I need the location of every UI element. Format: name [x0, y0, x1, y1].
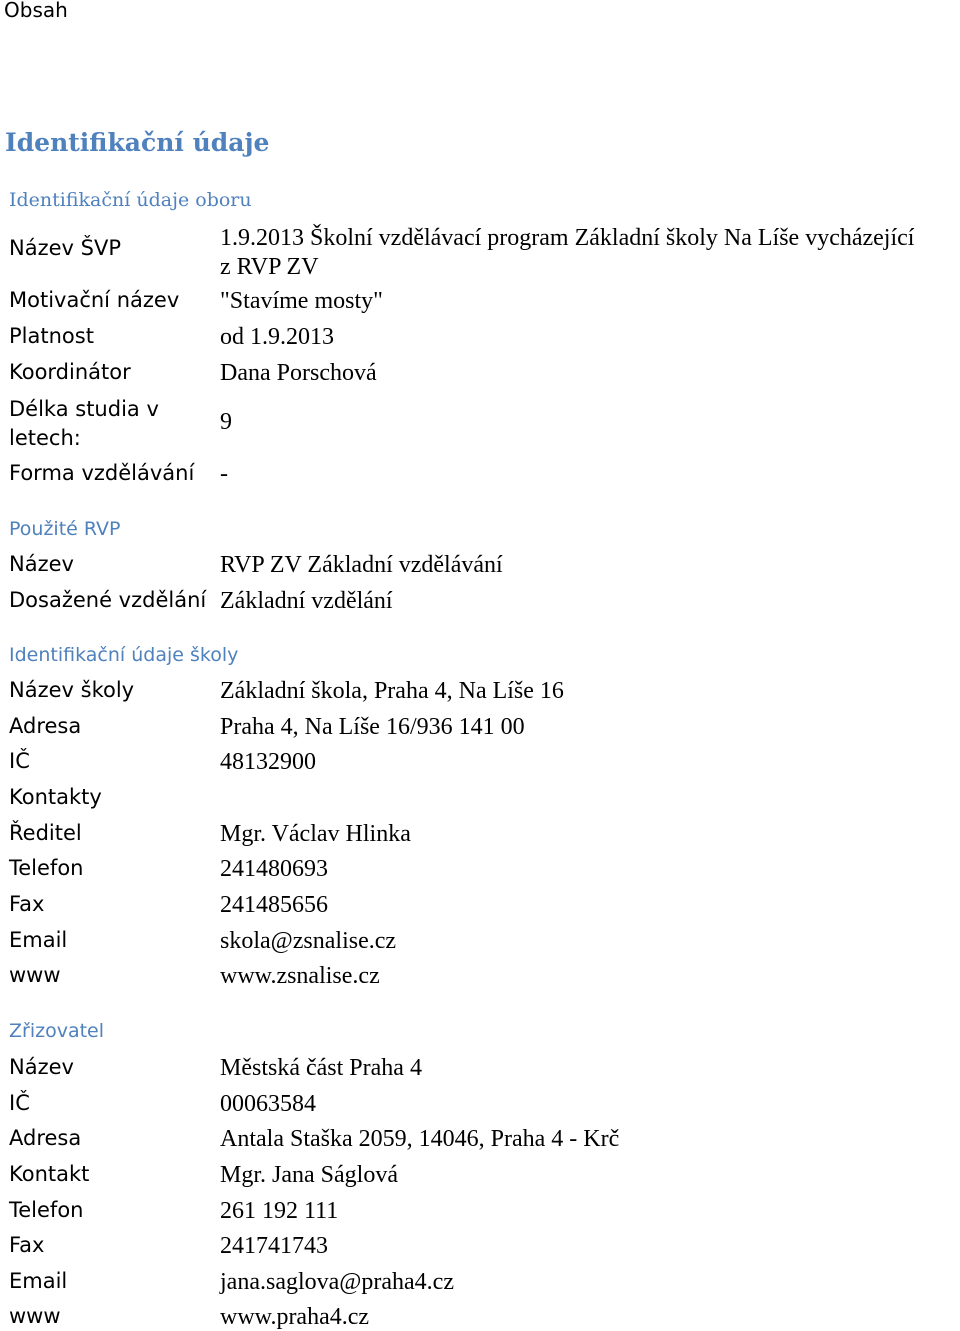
row-label: Kontakt	[9, 1162, 90, 1186]
row-label: Koordinátor	[9, 360, 131, 384]
row-value: Dana Porschová	[220, 360, 377, 386]
row-fax	[0, 892, 960, 928]
row-label: www	[9, 963, 61, 987]
row-zriz-email	[0, 1269, 960, 1305]
row-label: Název školy	[9, 678, 135, 702]
section-title-skoly: Identifikační údaje školy	[9, 644, 239, 666]
row-value: Mgr. Václav Hlinka	[220, 821, 411, 847]
row-adresa	[0, 714, 960, 750]
row-zriz-telefon	[0, 1198, 960, 1234]
row-platnost	[0, 324, 960, 360]
value-line-2: z RVP ZV	[220, 254, 319, 280]
label-line-2: letech:	[9, 426, 81, 450]
row-label: Adresa	[9, 1126, 82, 1150]
row-label: Telefon	[9, 1198, 84, 1222]
row-reditel	[0, 821, 960, 857]
row-telefon	[0, 856, 960, 892]
row-value	[220, 224, 914, 282]
row-label: www	[9, 1304, 61, 1328]
row-label: Fax	[9, 1233, 45, 1257]
row-label: Dosažené vzdělání	[9, 588, 207, 612]
row-value: Mgr. Jana Ságlová	[220, 1162, 398, 1188]
row-zriz-ic	[0, 1091, 960, 1127]
row-label: Adresa	[9, 714, 82, 738]
row-zriz-nazev	[0, 1055, 960, 1091]
row-label: Email	[9, 928, 68, 952]
website-link[interactable]: www.zsnalise.cz	[220, 963, 380, 989]
row-value: -	[220, 461, 228, 487]
row-value: 48132900	[220, 749, 316, 775]
row-value: Praha 4, Na Líše 16/936 141 00	[220, 714, 525, 740]
row-value: 241741743	[220, 1233, 328, 1259]
row-delka-studia	[0, 395, 960, 455]
section-title-oboru: Identifikační údaje oboru	[9, 189, 252, 211]
row-value: Městská část Praha 4	[220, 1055, 422, 1081]
row-motivacni-nazev	[0, 288, 960, 324]
section-title-rvp: Použité RVP	[9, 518, 121, 540]
row-label: IČ	[9, 1091, 30, 1115]
row-rvp-nazev	[0, 552, 960, 588]
row-value: od 1.9.2013	[220, 324, 334, 350]
row-value: 241480693	[220, 856, 328, 882]
email-link[interactable]: jana.saglova@praha4.cz	[220, 1269, 454, 1295]
row-label: Ředitel	[9, 821, 82, 845]
row-value: Základní vzdělání	[220, 588, 393, 614]
row-label: Telefon	[9, 856, 84, 880]
row-nazev-svp	[0, 224, 960, 280]
value-line-1: 1.9.2013 Školní vzdělávací program Základní školy Na Líše vycházející	[220, 225, 915, 251]
row-value: RVP ZV Základní vzdělávání	[220, 552, 503, 578]
row-forma-vzdelavani	[0, 461, 960, 497]
row-value: 00063584	[220, 1091, 316, 1117]
row-zriz-kontakt	[0, 1162, 960, 1198]
row-zriz-www	[0, 1304, 960, 1331]
row-label: Název	[9, 552, 74, 576]
row-value: Základní škola, Praha 4, Na Líše 16	[220, 678, 564, 704]
label-line-1: Délka studia v	[9, 397, 159, 421]
row-label: Motivační název	[9, 288, 180, 312]
row-value: 9	[220, 409, 232, 435]
row-zriz-adresa	[0, 1126, 960, 1162]
page-title: Identifikační údaje	[5, 128, 270, 157]
row-ic	[0, 749, 960, 785]
contents-link[interactable]: Obsah	[4, 0, 68, 22]
row-value: Antala Staška 2059, 14046, Praha 4 - Krč	[220, 1126, 620, 1152]
row-label: Forma vzdělávání	[9, 461, 195, 485]
row-value: 241485656	[220, 892, 328, 918]
row-value: "Stavíme mosty"	[220, 288, 383, 314]
row-value: 261 192 111	[220, 1198, 339, 1224]
row-email	[0, 928, 960, 964]
row-label	[9, 395, 159, 453]
row-label: Název	[9, 1055, 74, 1079]
row-kontakty	[0, 785, 960, 821]
section-title-zrizovatel: Zřizovatel	[9, 1020, 105, 1042]
website-link[interactable]: www.praha4.cz	[220, 1304, 370, 1330]
row-nazev-skoly	[0, 678, 960, 714]
row-label: Email	[9, 1269, 68, 1293]
row-label: IČ	[9, 749, 30, 773]
row-zriz-fax	[0, 1233, 960, 1269]
row-koordinator	[0, 360, 960, 396]
row-label: Název ŠVP	[9, 236, 121, 260]
email-link[interactable]: skola@zsnalise.cz	[220, 928, 397, 954]
row-www	[0, 963, 960, 999]
row-dosazene-vzdelani	[0, 588, 960, 624]
row-label: Kontakty	[9, 785, 102, 809]
row-label: Fax	[9, 892, 45, 916]
row-label: Platnost	[9, 324, 94, 348]
